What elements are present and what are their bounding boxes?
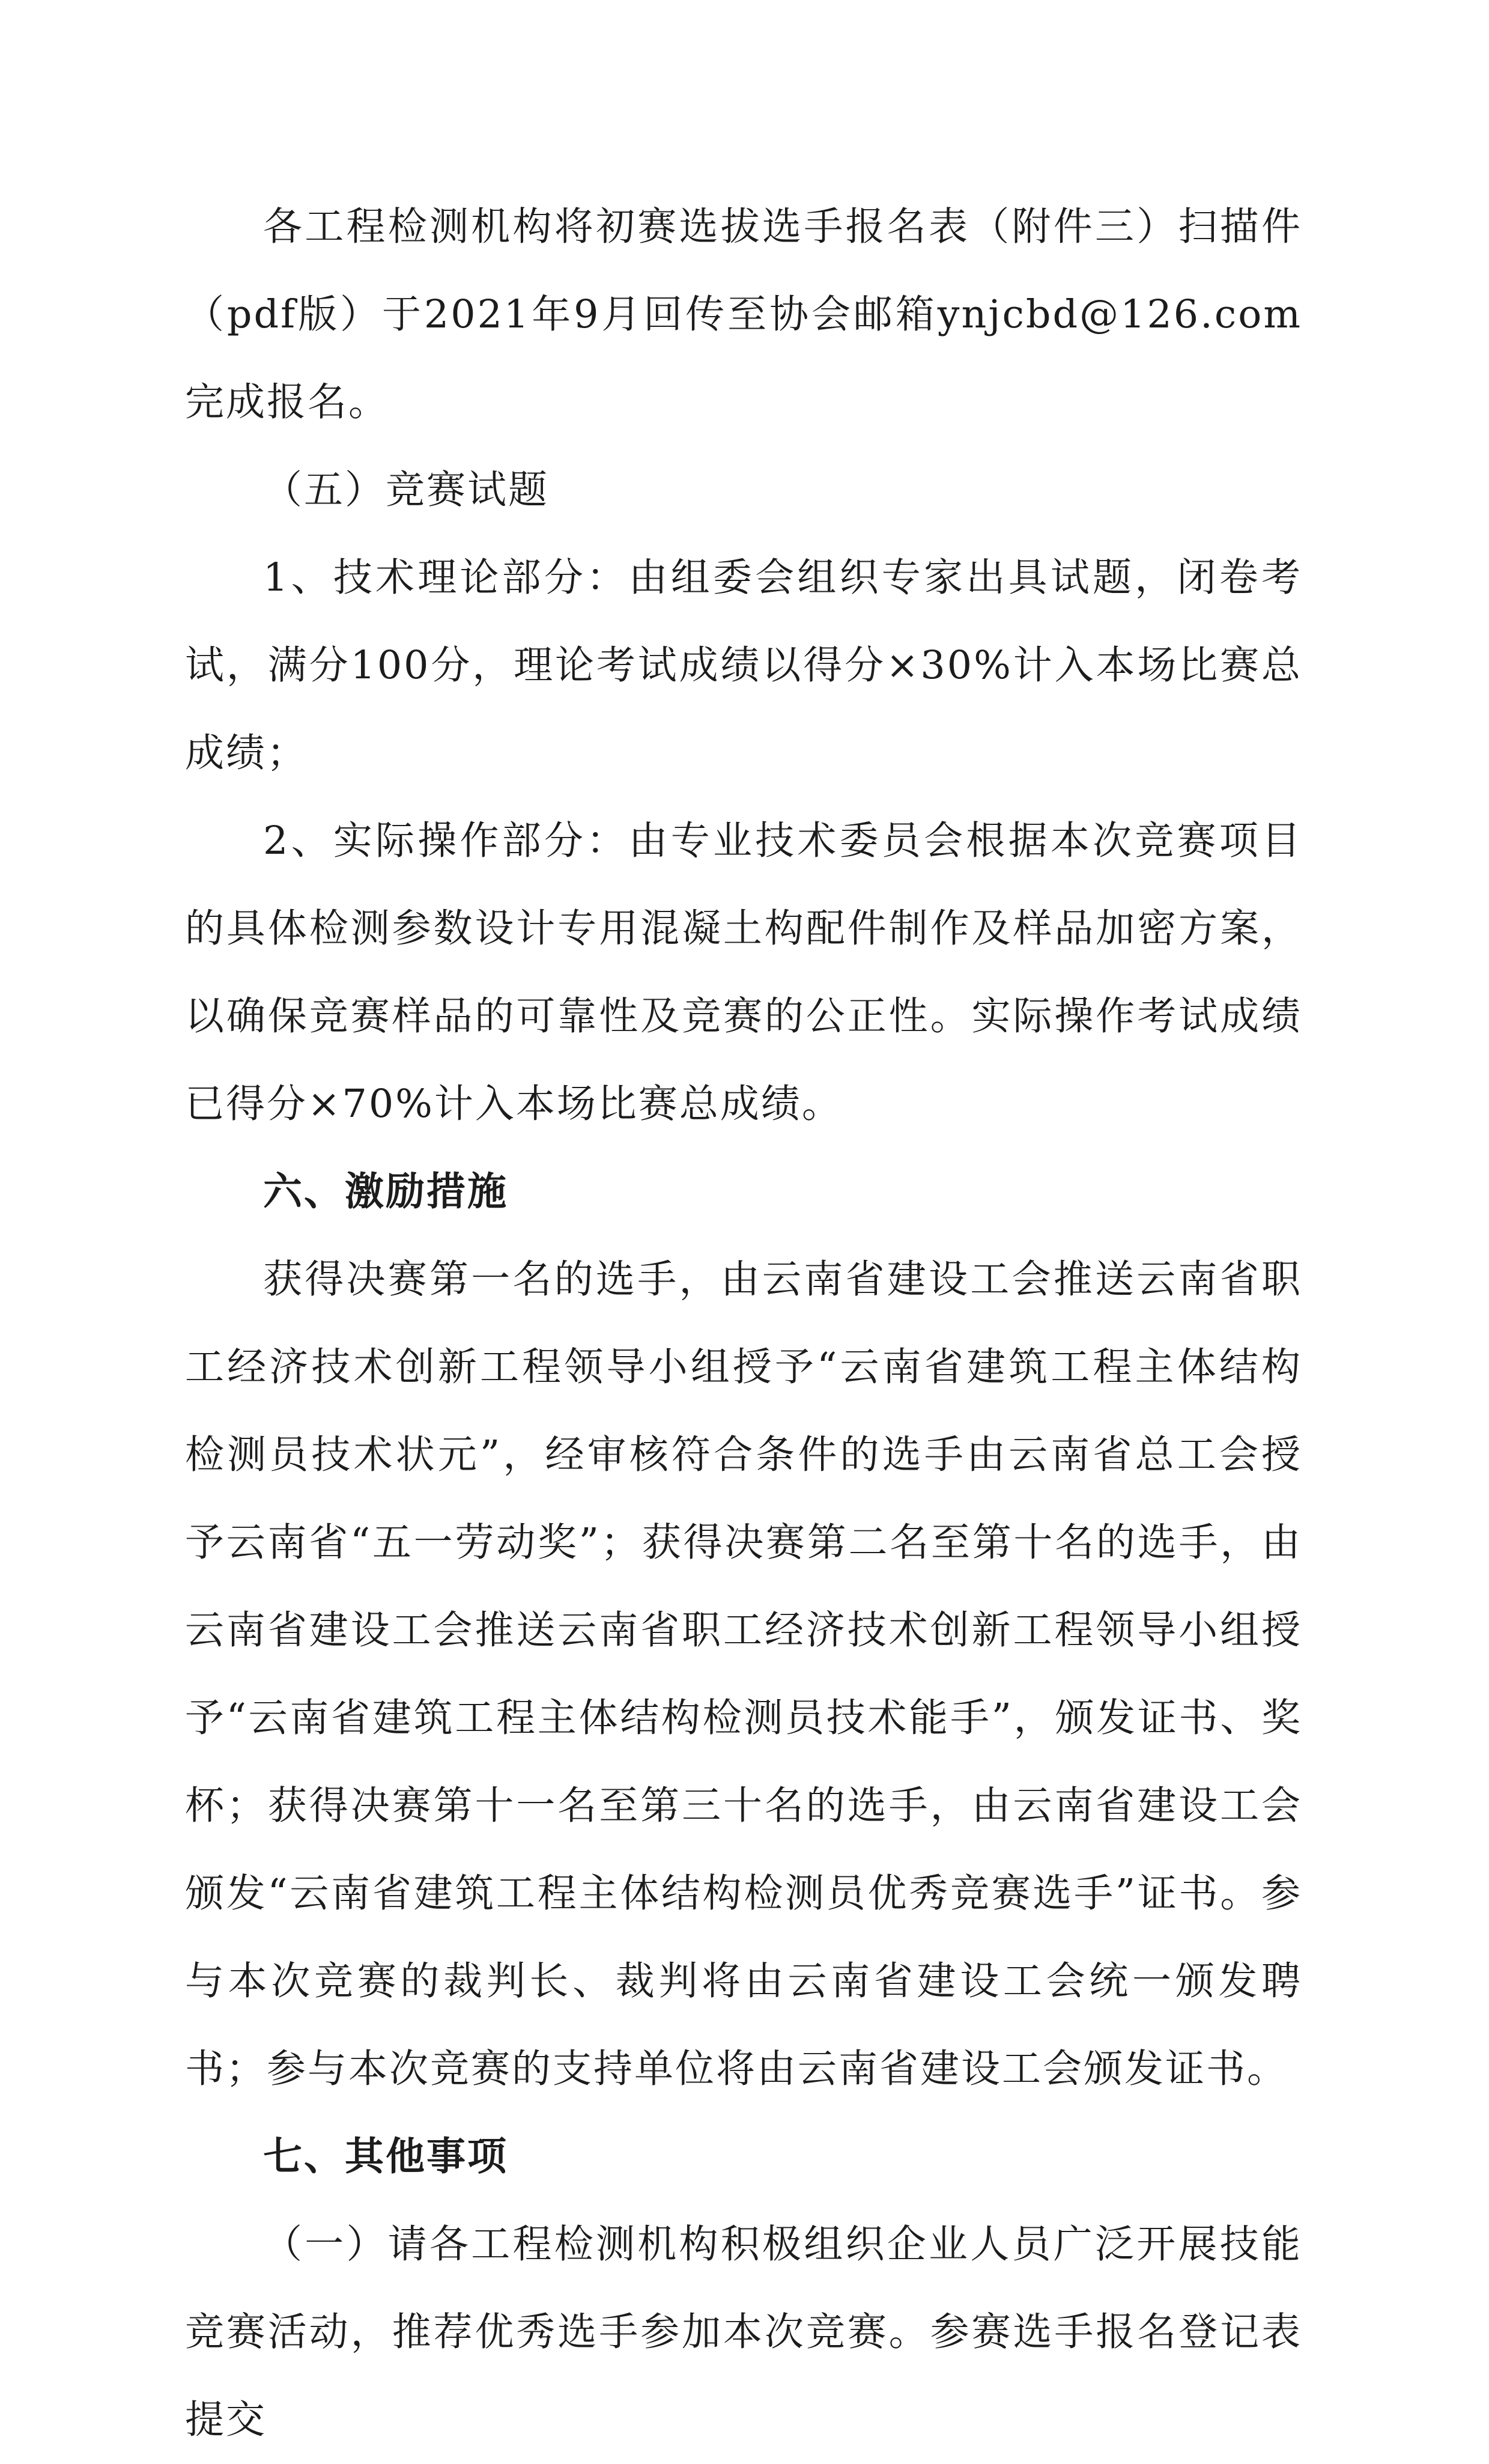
section-heading-other-matters: 七、其他事项: [263, 2134, 509, 2179]
paragraph-registration: 各工程检测机构将初赛选拔选手报名表（附件三）扫描件（pdf版）于2021年9月回传至协会邮箱ynjcbd@126.com完成报名。: [185, 204, 1302, 425]
paragraph-incentives: 获得决赛第一名的选手，由云南省建设工会推送云南省职工经济技术创新工程领导小组授予“云南省建筑工程主体结构检测员技术状元”，经审核符合条件的选手由云南省总工会授予云南省“五一劳动奖”；获得决赛第二名至第十名的选手，由云南省建设工会推送云南省职工经济技术创新工程领导小组授予“云南省建筑工程主体结构检测员技术能手”，颁发证书、奖杯；获得决赛第十一名至第三十名的选手，由云南省建设工会颁发“云南省建筑工程主体结构检测员优秀竞赛选手”证书。参与本次竞赛的裁判长、裁判将由云南省建设工会统一颁发聘书；参与本次竞赛的支持单位将由云南省建设工会颁发证书。: [185, 1257, 1302, 2091]
section-heading-incentives: 六、激励措施: [263, 1169, 509, 1214]
paragraph-theory-part: 1、技术理论部分：由组委会组织专家出具试题，闭卷考试，满分100分，理论考试成绩以得分×30%计入本场比赛总成绩；: [185, 555, 1302, 776]
document-body: [185, 183, 1302, 2464]
paragraph-other-matters-1: （一）请各工程检测机构积极组织企业人员广泛开展技能竞赛活动，推荐优秀选手参加本次竞赛。参赛选手报名登记表提交: [185, 2222, 1302, 2442]
paragraph-practical-part: 2、实际操作部分：由专业技术委员会根据本次竞赛项目的具体检测参数设计专用混凝土构配件制作及样品加密方案，以确保竞赛样品的可靠性及竞赛的公正性。实际操作考试成绩已得分×70%计入本场比赛总成绩。: [185, 818, 1302, 1127]
subheading-competition-questions: （五）竞赛试题: [263, 467, 550, 513]
